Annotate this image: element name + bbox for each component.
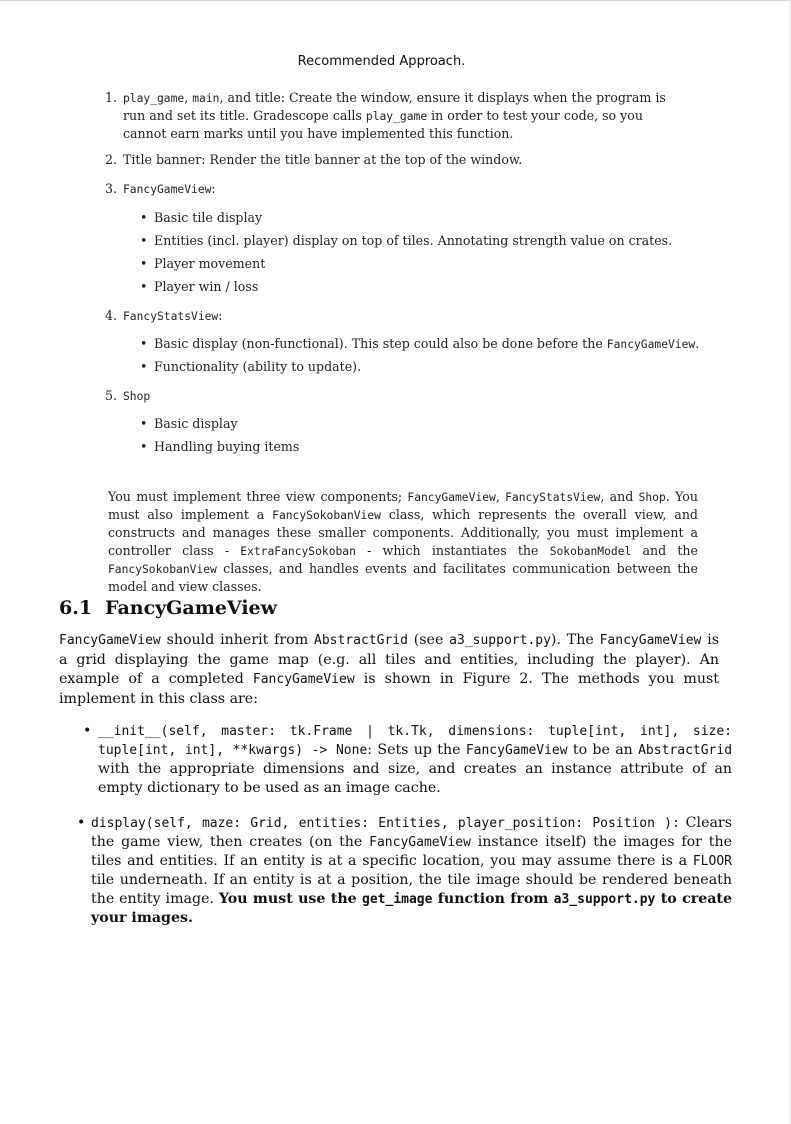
step-number: 2.	[105, 152, 118, 167]
code-fancy-game-view: FancyGameView	[252, 672, 355, 688]
bold-text: function from	[432, 891, 554, 907]
code-fancy-sokoban-view: FancySokobanView	[272, 509, 381, 523]
para-text: You must implement three view components;	[108, 489, 408, 504]
list-item: • Basic display	[140, 415, 700, 438]
para-text: ). The	[550, 632, 600, 648]
code-get-image: get_image	[362, 892, 433, 907]
code-a3-support: a3_support.py	[449, 633, 551, 648]
code-play-game: play_game	[365, 110, 428, 123]
code-fancy-game-view: FancyGameView	[123, 183, 212, 196]
method-text: tile underneath. If an entity is at a position, the tile image should be rendered beneath the entity image.	[91, 872, 732, 907]
step-5-bullets	[140, 415, 700, 461]
code-abstract-grid: AbstractGrid	[314, 633, 408, 648]
step-text: in order to test your code, so you cannot earn marks until you have implemented this function.	[123, 108, 643, 141]
section-heading	[59, 597, 277, 619]
method-text: with the appropriate dimensions and size, and creates an instance attribute of an empty dictionary to be used as an image cache.	[98, 761, 732, 796]
list-item: • Handling buying items	[140, 438, 700, 461]
code-sokoban-model: SokobanModel	[549, 544, 632, 558]
list-item-text: .	[695, 336, 700, 351]
step-3	[105, 180, 680, 198]
code-fancy-stats-view: FancyStatsView	[123, 310, 219, 323]
method-signature: __init__(self, master: tk.Frame | tk.Tk, dimensions: tuple[int, int], size: tuple[int, int], **kwargs) -> None	[98, 724, 732, 758]
para-text: should inherit from	[160, 632, 314, 648]
code-a3-support: a3_support.py	[553, 892, 656, 907]
list-item: • Functionality (ability to update).	[140, 358, 700, 381]
bold-text: to create your images.	[91, 891, 732, 926]
method-list-2	[77, 814, 732, 928]
bold-text: You must use the	[218, 891, 363, 907]
code-fancy-game-view: FancyGameView	[369, 835, 471, 850]
code-fancy-game-view: FancyGameView	[606, 338, 696, 351]
list-item: • Player win / loss	[140, 278, 700, 301]
method-text: instance itself) the images for the tiles and entities. If an entity is at a specific location, you may assume there is a	[91, 834, 732, 869]
code-floor: FLOOR	[692, 854, 732, 869]
step-4	[105, 307, 680, 325]
step-text: :	[211, 181, 216, 196]
code-fancy-game-view: FancyGameView	[407, 491, 496, 504]
list-item: • Player movement	[140, 255, 700, 278]
section-number: 6.1	[59, 597, 93, 619]
section-title: FancyGameView	[105, 597, 277, 619]
code-extra-fancy-sokoban: ExtraFancySokoban	[240, 544, 356, 558]
para-text: classes, and handles events and facilitates communication between the model and view classes.	[108, 560, 698, 595]
step-text: ,	[184, 90, 193, 105]
method-display	[77, 814, 732, 928]
code-play-game: play_game	[123, 92, 185, 105]
para-text: ,	[495, 489, 506, 504]
para-text: , and	[600, 489, 639, 504]
method-text: : Sets up the	[367, 742, 466, 758]
step-number: 1.	[105, 90, 118, 105]
para-text: (see	[407, 632, 450, 648]
method-text: Clears the game view, then creates (on the	[91, 815, 732, 850]
method-init	[77, 722, 732, 798]
method-signature: display(self, maze: Grid, entities: Entities, player_position: Position ):	[91, 816, 680, 831]
code-fancy-game-view: FancyGameView	[599, 633, 702, 648]
step-5	[105, 387, 680, 405]
para-text: . You must also implement a	[108, 489, 698, 523]
list-item: • Entities (incl. player) display on top of tiles. Annotating strength value on crates.	[140, 232, 700, 255]
step-4-bullets	[140, 335, 700, 381]
step-text: :	[218, 308, 223, 323]
step-3-bullets	[140, 209, 700, 301]
code-fancy-game-view: FancyGameView	[59, 633, 161, 648]
para-text: is shown in Figure 2. The methods you must implement in this class are:	[59, 671, 719, 707]
code-fancy-game-view: FancyGameView	[465, 743, 568, 758]
page-border	[0, 0, 791, 1]
list-item-text: Basic display (non-functional). This step could also be done before the	[154, 336, 607, 351]
step-2	[105, 151, 680, 168]
section-paragraph	[59, 631, 719, 709]
para-text: class, which represents the overall view, and constructs and manages these smaller components. Additionally, you must implement a controller class -	[108, 507, 698, 558]
method-text: to be an	[567, 742, 639, 758]
code-fancy-stats-view: FancyStatsView	[505, 491, 601, 504]
para-text: is a grid displaying the game map (e.g. all tiles and entities, including the player). An example of a completed	[59, 632, 719, 688]
recommended-approach-title: Recommended Approach.	[297, 54, 466, 69]
para-text: - which instantiates the	[355, 542, 550, 558]
list-item: • Basic tile display	[140, 209, 700, 232]
para-text: and the	[631, 542, 698, 558]
code-shop: Shop	[123, 390, 151, 403]
code-fancy-sokoban-view: FancySokobanView	[108, 562, 217, 576]
step-1	[105, 89, 680, 142]
code-shop: Shop	[638, 491, 666, 504]
list-item	[140, 335, 700, 358]
step-text: , and title: Create the window, ensure it displays when the program is run and set its title. Gradescope calls	[123, 90, 666, 123]
step-number: 3.	[105, 181, 118, 196]
code-abstract-grid: AbstractGrid	[638, 743, 733, 758]
code-main: main	[192, 92, 220, 105]
step-text: Title banner: Render the title banner at the top of the window.	[123, 152, 523, 167]
step-number: 5.	[105, 388, 118, 403]
intro-paragraph	[108, 488, 698, 595]
method-list-1	[77, 722, 732, 798]
step-number: 4.	[105, 308, 118, 323]
